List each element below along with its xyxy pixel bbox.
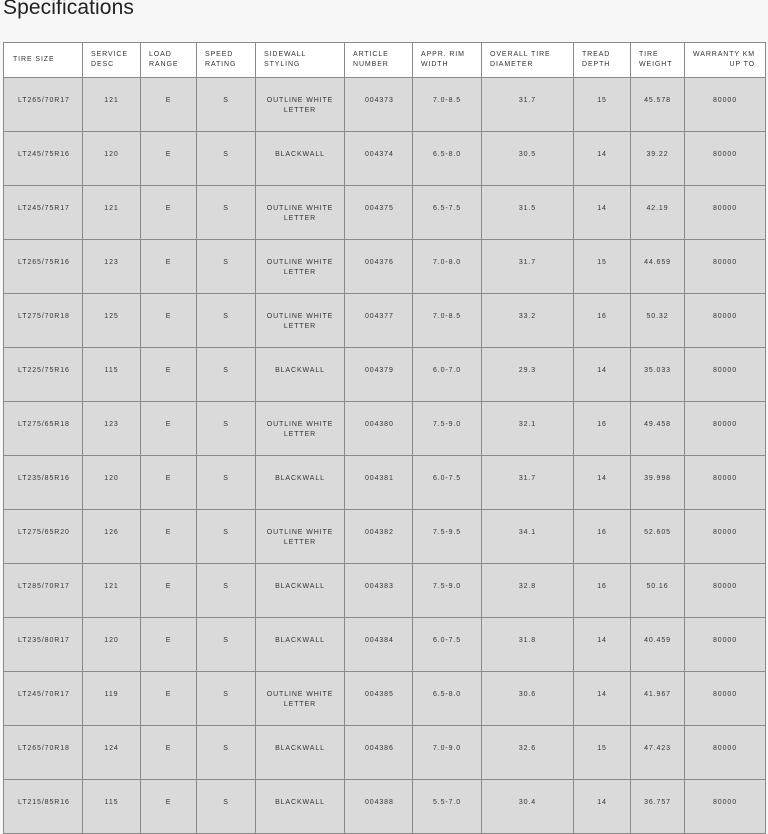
cell-appr-rim-width: 6.5-7.5 xyxy=(413,186,482,240)
cell-tire-size: LT275/65R20 xyxy=(4,510,83,564)
cell-tire-weight: 45.578 xyxy=(631,78,685,132)
column-header-overall-tire-diameter xyxy=(482,43,574,78)
cell-tire-size: LT245/75R17 xyxy=(4,186,83,240)
cell-service-desc: 126 xyxy=(83,510,141,564)
cell-tread-depth: 16 xyxy=(574,402,631,456)
cell-sidewall-styling: BLACKWALL xyxy=(256,618,345,672)
table-header xyxy=(4,43,766,78)
cell-load-range: E xyxy=(141,186,197,240)
cell-article-number: 004377 xyxy=(345,294,413,348)
cell-tire-size: LT285/70R17 xyxy=(4,564,83,618)
cell-article-number: 004386 xyxy=(345,726,413,780)
cell-tire-size: LT235/85R16 xyxy=(4,456,83,510)
column-header-warranty-km xyxy=(685,43,766,78)
column-header-line-2: NUMBER xyxy=(353,61,389,68)
cell-appr-rim-width: 7.0-8.5 xyxy=(413,78,482,132)
column-header-line-2: RANGE xyxy=(149,61,179,68)
cell-tire-weight: 36.757 xyxy=(631,780,685,834)
cell-sidewall-styling: OUTLINE WHITE LETTER xyxy=(256,78,345,132)
column-header-sidewall-styling xyxy=(256,43,345,78)
cell-load-range: E xyxy=(141,456,197,510)
cell-warranty-km: 80000 xyxy=(685,672,766,726)
cell-load-range: E xyxy=(141,510,197,564)
column-header-line-2: WIDTH xyxy=(421,61,449,68)
table-row xyxy=(4,132,766,186)
column-header-line-1: SERVICE xyxy=(91,51,128,58)
cell-speed-rating: S xyxy=(197,240,256,294)
column-header-line-2: DESC xyxy=(91,61,115,68)
cell-appr-rim-width: 7.0-9.0 xyxy=(413,726,482,780)
cell-sidewall-styling: BLACKWALL xyxy=(256,780,345,834)
cell-sidewall-styling: OUTLINE WHITE LETTER xyxy=(256,672,345,726)
cell-article-number: 004380 xyxy=(345,402,413,456)
cell-warranty-km: 80000 xyxy=(685,618,766,672)
cell-warranty-km: 80000 xyxy=(685,402,766,456)
cell-load-range: E xyxy=(141,672,197,726)
cell-service-desc: 124 xyxy=(83,726,141,780)
cell-tire-weight: 41.967 xyxy=(631,672,685,726)
cell-overall-tire-diameter: 33.2 xyxy=(482,294,574,348)
cell-warranty-km: 80000 xyxy=(685,348,766,402)
cell-sidewall-styling: OUTLINE WHITE LETTER xyxy=(256,510,345,564)
column-header-line-1: TIRE SIZE xyxy=(13,56,55,63)
cell-speed-rating: S xyxy=(197,726,256,780)
cell-service-desc: 115 xyxy=(83,780,141,834)
cell-tread-depth: 14 xyxy=(574,618,631,672)
cell-appr-rim-width: 7.0-8.5 xyxy=(413,294,482,348)
table-row xyxy=(4,402,766,456)
cell-tread-depth: 14 xyxy=(574,672,631,726)
cell-tire-weight: 40.459 xyxy=(631,618,685,672)
cell-speed-rating: S xyxy=(197,564,256,618)
cell-article-number: 004384 xyxy=(345,618,413,672)
column-header-line-1: TREAD xyxy=(582,51,611,58)
column-header-tire-size xyxy=(4,43,83,78)
header-row xyxy=(4,43,766,78)
cell-load-range: E xyxy=(141,132,197,186)
column-header-tire-weight xyxy=(631,43,685,78)
column-header-line-1: SPEED xyxy=(205,51,234,58)
cell-tire-weight: 39.22 xyxy=(631,132,685,186)
cell-tire-weight: 35.033 xyxy=(631,348,685,402)
cell-tread-depth: 14 xyxy=(574,186,631,240)
cell-tread-depth: 15 xyxy=(574,78,631,132)
cell-load-range: E xyxy=(141,564,197,618)
cell-overall-tire-diameter: 31.5 xyxy=(482,186,574,240)
cell-tread-depth: 16 xyxy=(574,510,631,564)
cell-warranty-km: 80000 xyxy=(685,132,766,186)
table-row xyxy=(4,456,766,510)
cell-article-number: 004381 xyxy=(345,456,413,510)
cell-speed-rating: S xyxy=(197,402,256,456)
cell-speed-rating: S xyxy=(197,78,256,132)
table-row xyxy=(4,294,766,348)
cell-tire-weight: 49.458 xyxy=(631,402,685,456)
cell-tire-weight: 50.32 xyxy=(631,294,685,348)
cell-tire-weight: 47.423 xyxy=(631,726,685,780)
cell-warranty-km: 80000 xyxy=(685,186,766,240)
cell-appr-rim-width: 7.5-9.0 xyxy=(413,402,482,456)
cell-overall-tire-diameter: 34.1 xyxy=(482,510,574,564)
cell-article-number: 004374 xyxy=(345,132,413,186)
cell-overall-tire-diameter: 30.4 xyxy=(482,780,574,834)
table-row xyxy=(4,564,766,618)
cell-tread-depth: 16 xyxy=(574,564,631,618)
cell-article-number: 004373 xyxy=(345,78,413,132)
cell-warranty-km: 80000 xyxy=(685,726,766,780)
cell-tire-weight: 39.998 xyxy=(631,456,685,510)
column-header-article-number xyxy=(345,43,413,78)
cell-overall-tire-diameter: 32.1 xyxy=(482,402,574,456)
column-header-line-2: STYLING xyxy=(264,61,301,68)
cell-article-number: 004385 xyxy=(345,672,413,726)
cell-article-number: 004383 xyxy=(345,564,413,618)
cell-load-range: E xyxy=(141,240,197,294)
table-row xyxy=(4,672,766,726)
cell-appr-rim-width: 7.0-8.0 xyxy=(413,240,482,294)
cell-tire-weight: 52.605 xyxy=(631,510,685,564)
cell-sidewall-styling: OUTLINE WHITE LETTER xyxy=(256,294,345,348)
column-header-appr-rim-width xyxy=(413,43,482,78)
column-header-line-1: APPR. RIM xyxy=(421,51,465,58)
table-row xyxy=(4,240,766,294)
specifications-table xyxy=(3,42,766,834)
cell-load-range: E xyxy=(141,294,197,348)
cell-service-desc: 120 xyxy=(83,456,141,510)
cell-appr-rim-width: 6.5-8.0 xyxy=(413,132,482,186)
cell-service-desc: 123 xyxy=(83,402,141,456)
cell-speed-rating: S xyxy=(197,132,256,186)
cell-warranty-km: 80000 xyxy=(685,456,766,510)
cell-service-desc: 121 xyxy=(83,564,141,618)
cell-tire-weight: 50.16 xyxy=(631,564,685,618)
cell-overall-tire-diameter: 32.8 xyxy=(482,564,574,618)
cell-appr-rim-width: 7.5-9.0 xyxy=(413,564,482,618)
cell-appr-rim-width: 6.0-7.5 xyxy=(413,618,482,672)
column-header-service-desc xyxy=(83,43,141,78)
cell-service-desc: 123 xyxy=(83,240,141,294)
cell-warranty-km: 80000 xyxy=(685,510,766,564)
table-row xyxy=(4,726,766,780)
cell-service-desc: 119 xyxy=(83,672,141,726)
cell-overall-tire-diameter: 30.5 xyxy=(482,132,574,186)
column-header-line-2: DIAMETER xyxy=(490,61,534,68)
column-header-tread-depth xyxy=(574,43,631,78)
cell-tire-size: LT235/80R17 xyxy=(4,618,83,672)
cell-speed-rating: S xyxy=(197,618,256,672)
cell-speed-rating: S xyxy=(197,348,256,402)
cell-article-number: 004376 xyxy=(345,240,413,294)
cell-tread-depth: 14 xyxy=(574,780,631,834)
cell-warranty-km: 80000 xyxy=(685,780,766,834)
cell-tread-depth: 15 xyxy=(574,726,631,780)
cell-overall-tire-diameter: 32.6 xyxy=(482,726,574,780)
column-header-line-2: DEPTH xyxy=(582,61,611,68)
cell-tread-depth: 16 xyxy=(574,294,631,348)
cell-warranty-km: 80000 xyxy=(685,564,766,618)
cell-article-number: 004379 xyxy=(345,348,413,402)
cell-overall-tire-diameter: 31.7 xyxy=(482,456,574,510)
page-title: Specifications xyxy=(3,0,134,19)
cell-service-desc: 120 xyxy=(83,618,141,672)
cell-service-desc: 120 xyxy=(83,132,141,186)
cell-sidewall-styling: BLACKWALL xyxy=(256,564,345,618)
cell-load-range: E xyxy=(141,348,197,402)
cell-overall-tire-diameter: 31.7 xyxy=(482,240,574,294)
cell-tire-size: LT265/70R17 xyxy=(4,78,83,132)
cell-warranty-km: 80000 xyxy=(685,78,766,132)
cell-service-desc: 115 xyxy=(83,348,141,402)
column-header-line-2: WEIGHT xyxy=(639,61,673,68)
column-header-line-1: WARRANTY KM xyxy=(693,51,756,58)
cell-tire-size: LT225/75R16 xyxy=(4,348,83,402)
cell-sidewall-styling: BLACKWALL xyxy=(256,132,345,186)
column-header-line-1: LOAD xyxy=(149,51,172,58)
cell-tire-size: LT215/85R16 xyxy=(4,780,83,834)
cell-overall-tire-diameter: 30.6 xyxy=(482,672,574,726)
cell-tire-size: LT275/70R18 xyxy=(4,294,83,348)
cell-appr-rim-width: 7.5-9.5 xyxy=(413,510,482,564)
cell-appr-rim-width: 5.5-7.0 xyxy=(413,780,482,834)
cell-tire-size: LT265/70R18 xyxy=(4,726,83,780)
table-body xyxy=(4,78,766,834)
cell-load-range: E xyxy=(141,780,197,834)
cell-warranty-km: 80000 xyxy=(685,240,766,294)
column-header-line-1: ARTICLE xyxy=(353,51,389,58)
column-header-line-2: RATING xyxy=(205,61,237,68)
cell-sidewall-styling: OUTLINE WHITE LETTER xyxy=(256,402,345,456)
table-row xyxy=(4,348,766,402)
cell-tire-size: LT245/70R17 xyxy=(4,672,83,726)
cell-tread-depth: 15 xyxy=(574,240,631,294)
cell-speed-rating: S xyxy=(197,294,256,348)
cell-tire-weight: 44.659 xyxy=(631,240,685,294)
cell-speed-rating: S xyxy=(197,456,256,510)
cell-appr-rim-width: 6.5-8.0 xyxy=(413,672,482,726)
cell-overall-tire-diameter: 31.7 xyxy=(482,78,574,132)
cell-service-desc: 121 xyxy=(83,186,141,240)
cell-appr-rim-width: 6.0-7.5 xyxy=(413,456,482,510)
cell-speed-rating: S xyxy=(197,672,256,726)
cell-article-number: 004375 xyxy=(345,186,413,240)
cell-overall-tire-diameter: 29.3 xyxy=(482,348,574,402)
cell-sidewall-styling: OUTLINE WHITE LETTER xyxy=(256,240,345,294)
table-row xyxy=(4,780,766,834)
cell-service-desc: 125 xyxy=(83,294,141,348)
cell-sidewall-styling: OUTLINE WHITE LETTER xyxy=(256,186,345,240)
cell-tire-size: LT275/65R18 xyxy=(4,402,83,456)
cell-tread-depth: 14 xyxy=(574,132,631,186)
column-header-speed-rating xyxy=(197,43,256,78)
cell-tire-size: LT265/75R16 xyxy=(4,240,83,294)
cell-tire-weight: 42.19 xyxy=(631,186,685,240)
table-row xyxy=(4,186,766,240)
column-header-load-range xyxy=(141,43,197,78)
table-row xyxy=(4,618,766,672)
table-row xyxy=(4,78,766,132)
cell-sidewall-styling: BLACKWALL xyxy=(256,456,345,510)
cell-overall-tire-diameter: 31.8 xyxy=(482,618,574,672)
column-header-line-1: SIDEWALL xyxy=(264,51,307,58)
cell-load-range: E xyxy=(141,726,197,780)
cell-speed-rating: S xyxy=(197,186,256,240)
cell-speed-rating: S xyxy=(197,510,256,564)
cell-appr-rim-width: 6.0-7.0 xyxy=(413,348,482,402)
cell-article-number: 004388 xyxy=(345,780,413,834)
cell-speed-rating: S xyxy=(197,780,256,834)
cell-tire-size: LT245/75R16 xyxy=(4,132,83,186)
cell-tread-depth: 14 xyxy=(574,456,631,510)
cell-sidewall-styling: BLACKWALL xyxy=(256,726,345,780)
column-header-line-1: OVERALL TIRE xyxy=(490,51,551,58)
cell-tread-depth: 14 xyxy=(574,348,631,402)
cell-load-range: E xyxy=(141,78,197,132)
cell-article-number: 004382 xyxy=(345,510,413,564)
column-header-line-2: UP TO xyxy=(729,61,755,68)
column-header-line-1: TIRE xyxy=(639,51,659,58)
cell-load-range: E xyxy=(141,402,197,456)
cell-sidewall-styling: BLACKWALL xyxy=(256,348,345,402)
cell-warranty-km: 80000 xyxy=(685,294,766,348)
table-row xyxy=(4,510,766,564)
cell-service-desc: 121 xyxy=(83,78,141,132)
cell-load-range: E xyxy=(141,618,197,672)
